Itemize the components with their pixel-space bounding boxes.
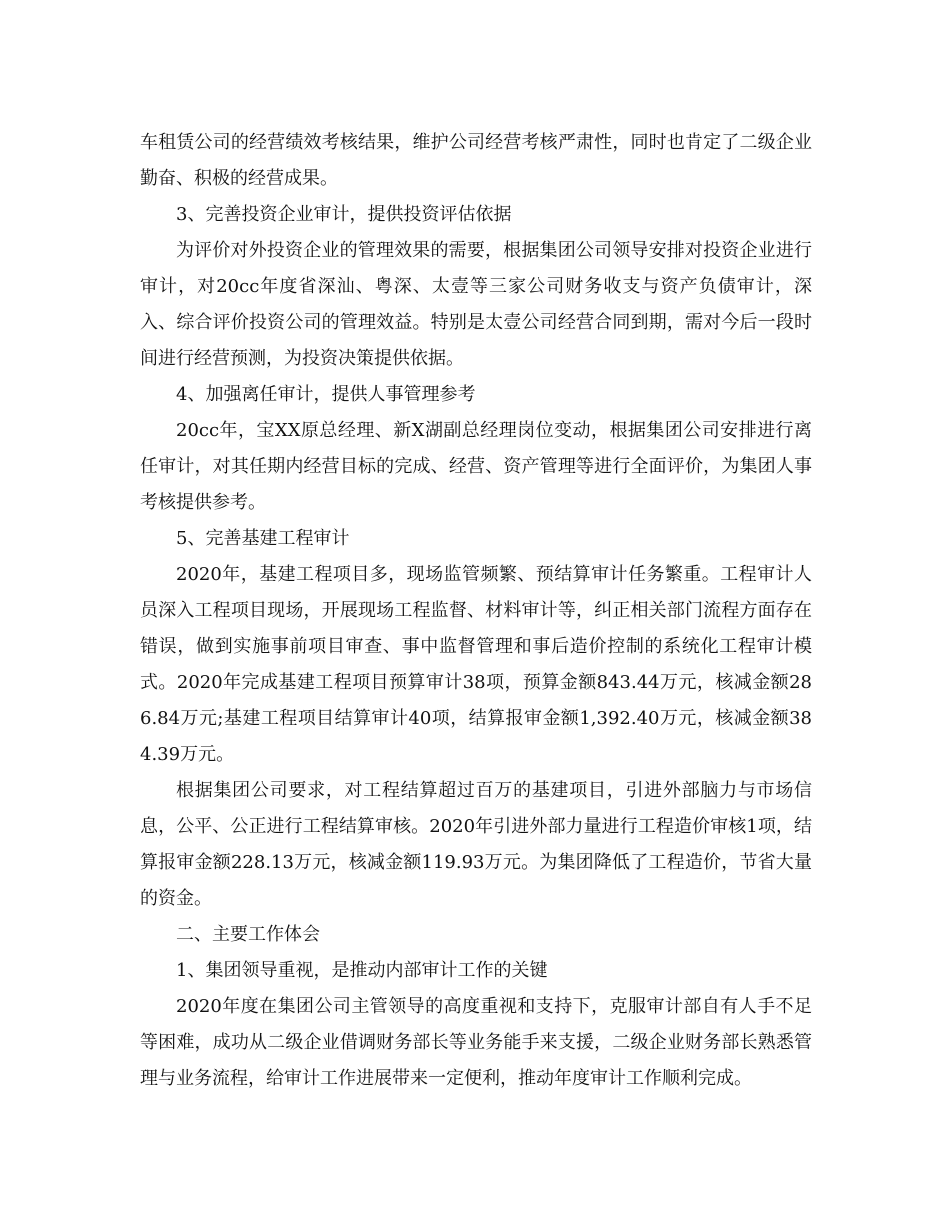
document-body [140, 125, 812, 1097]
section-heading-departure-audit: 4、加强离任审计，提供人事管理参考 [176, 384, 476, 405]
body-paragraph-leadership: 2020年度在集团公司主管领导的高度重视和支持下，克服审计部自有人手不足等困难，成功从二级企业借调财务部长等业务能手来支援，二级企业财务部长熟悉管理与业务流程，给审计工作进展带来一定便利，推动年度审计工作顺利完成。 [140, 996, 812, 1089]
body-paragraph-construction-audit: 2020年，基建工程项目多，现场监管频繁、预结算审计任务繁重。工程审计人员深入工程项目现场，开展现场工程监督、材料审计等，纠正相关部门流程方面存在错误，做到实施事前项目审查、事中监督管理和事后造价控制的系统化工程审计模式。2020年完成基建工程项目预算审计38项，预算金额843.44万元，核减金额286.84万元;基建工程项目结算审计40项，结算报审金额1,392.40万元，核减金额384.39万元。 [140, 564, 812, 765]
body-paragraph-investment-audit: 为评价对外投资企业的管理效果的需要，根据集团公司领导安排对投资企业进行审计，对20cc年度省深汕、粤深、太壹等三家公司财务收支与资产负债审计，深入、综合评价投资公司的管理效益。特别是太壹公司经营合同到期，需对今后一段时间进行经营预测，为投资决策提供依据。 [140, 240, 812, 369]
body-paragraph-departure-audit: 20cc年，宝XX原总经理、新X湖副总经理岗位变动，根据集团公司安排进行离任审计，对其任期内经营目标的完成、经营、资产管理等进行全面评价，为集团人事考核提供参考。 [140, 420, 812, 513]
section-heading-work-experience: 二、主要工作体会 [176, 924, 320, 945]
section-heading-investment-audit: 3、完善投资企业审计，提供投资评估依据 [176, 204, 512, 225]
section-heading-construction-audit: 5、完善基建工程审计 [176, 528, 350, 549]
body-paragraph-settlement-review: 根据集团公司要求，对工程结算超过百万的基建项目，引进外部脑力与市场信息，公平、公正进行工程结算审核。2020年引进外部力量进行工程造价审核1项，结算报审金额228.13万元，核减金额119.93万元。为集团降低了工程造价，节省大量的资金。 [140, 780, 812, 909]
body-paragraph-continuation: 车租赁公司的经营绩效考核结果，维护公司经营考核严肃性，同时也肯定了二级企业勤奋、积极的经营成果。 [140, 132, 812, 189]
subsection-heading-leadership: 1、集团领导重视，是推动内部审计工作的关键 [176, 960, 548, 981]
